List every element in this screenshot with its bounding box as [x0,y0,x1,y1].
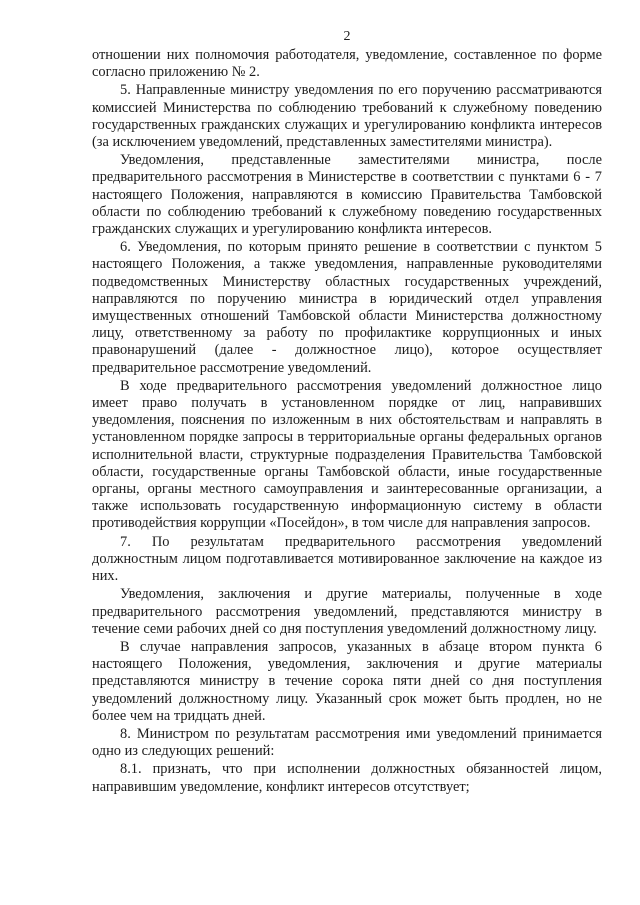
paragraph-item-7: 7. По результатам предварительного рассмотрения уведомлений должностным лицом подготавливается мотивированное заключение на каждое из них. [92,533,602,585]
paragraph-item-5: 5. Направленные министру уведомления по его поручению рассматриваются комиссией Министерства по соблюдению требований к служебному поведению государственных гражданских служащих и урегулированию конфликта интересов (за исключением уведомлений, представленных заместителями министра). [92,82,602,151]
page-number: 2 [343,29,351,44]
paragraph-continuation: отношении них полномочия работодателя, уведомление, составленное по форме согласно приложению № 2. [92,47,602,81]
paragraph-item-6: 6. Уведомления, по которым принято решение в соответствии с пунктом 5 настоящего Положения, а также уведомления, направленные руководителями подведомственных Министерству областных государственных учреждений, направляются по поручению министра в юридический отдел управления имущественных отношений Тамбовской области Министерства должностному лицу, ответственному за работу по профилактике коррупционных и иных правонарушений (далее - должностное лицо), которое осуществляет предварительное рассмотрение уведомлений. [92,239,602,376]
paragraph-materials-submission: Уведомления, заключения и другие материалы, полученные в ходе предварительного рассмотрения уведомлений, представляются министру в течение семи рабочих дней со дня поступления уведомлений должностному лицу. [92,586,602,637]
paragraph-item-8-1: 8.1. признать, что при исполнении должностных обязанностей лицом, направившим уведомление, конфликт интересов отсутствует; [92,761,602,795]
paragraph-item-8: 8. Министром по результатам рассмотрения ими уведомлений принимается одно из следующих решений: [92,725,602,760]
paragraph-deputies-notifications: Уведомления, представленные заместителями министра, после предварительного рассмотрения в Министерстве в соответствии с пунктами 6 - 7 настоящего Положения, направляются в комиссию Правительства Тамбовской области по соблюдению требований к служебному поведению государственных гражданских служащих и урегулированию конфликта интересов. [92,152,602,238]
paragraph-requests-deadline: В случае направления запросов, указанных в абзаце втором пункта 6 настоящего Положения, уведомления, заключения и другие материалы представляются министру в течение сорока пяти дней со дня поступления уведомлений должностному лицу. Указанный срок может быть продлен, но не более чем на тридцать дней. [92,638,602,724]
paragraph-preliminary-review: В ходе предварительного рассмотрения уведомлений должностное лицо имеет право получать в установленном порядке от лиц, направивших уведомления, пояснения по изложенным в них обстоятельствам и направлять в установленном порядке запросы в территориальные органы федеральных органов исполнительной власти, структурные подразделения Правительства Тамбовской области, государственные органы Тамбовской области, иные государственные органы, органы местного самоуправления и заинтересованные организации, а также использовать государственную информационную систему в области противодействия коррупции «Посейдон», в том числе для направления запросов. [92,377,602,532]
